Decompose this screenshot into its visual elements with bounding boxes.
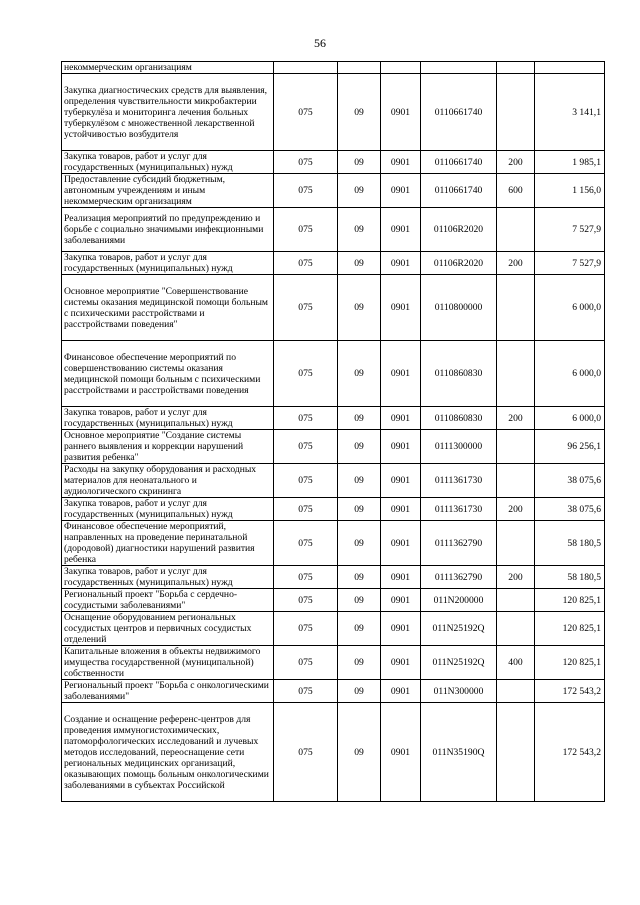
row-name: Оснащение оборудованием региональных сосудистых центров и первичных сосудистых отделений (62, 612, 274, 646)
row-ministry-code: 075 (274, 498, 338, 521)
row-expense-type (497, 703, 535, 802)
row-name: некоммерческим организациям (62, 62, 274, 74)
table-row (62, 151, 605, 174)
table-row (62, 275, 605, 341)
row-target-code: 0110800000 (421, 275, 497, 341)
row-ministry-code: 075 (274, 430, 338, 464)
row-section-code: 09 (338, 589, 381, 612)
row-target-code: 011N300000 (421, 680, 497, 703)
row-expense-type: 600 (497, 174, 535, 208)
row-ministry-code: 075 (274, 589, 338, 612)
row-amount: 7 527,9 (535, 208, 605, 252)
row-amount: 1 985,1 (535, 151, 605, 174)
row-ministry-code: 075 (274, 407, 338, 430)
row-section-code: 09 (338, 612, 381, 646)
table-row (62, 208, 605, 252)
row-subsection-code: 0901 (381, 275, 421, 341)
row-expense-type (497, 275, 535, 341)
row-target-code: 01106R2020 (421, 208, 497, 252)
row-name: Закупка товаров, работ и услуг для государственных (муниципальных) нужд (62, 252, 274, 275)
row-name: Расходы на закупку оборудования и расходных материалов для неонатального и аудиологического скрининга (62, 464, 274, 498)
row-section-code: 09 (338, 275, 381, 341)
row-subsection-code: 0901 (381, 341, 421, 407)
row-target-code: 0111300000 (421, 430, 497, 464)
row-subsection-code: 0901 (381, 151, 421, 174)
row-ministry-code: 075 (274, 464, 338, 498)
row-amount: 120 825,1 (535, 646, 605, 680)
row-amount: 7 527,9 (535, 252, 605, 275)
row-expense-type (497, 589, 535, 612)
table-body (62, 62, 605, 802)
row-name: Региональный проект "Борьба с онкологическими заболеваниями" (62, 680, 274, 703)
budget-table (61, 61, 605, 802)
row-name: Основное мероприятие "Совершенствование системы оказания медицинской помощи больным с психическими расстройствами и расстройствами поведения" (62, 275, 274, 341)
row-target-code: 011N25192Q (421, 612, 497, 646)
row-target-code: 0110661740 (421, 174, 497, 208)
row-expense-type: 200 (497, 407, 535, 430)
row-section-code: 09 (338, 407, 381, 430)
row-amount: 38 075,6 (535, 464, 605, 498)
row-ministry-code (274, 62, 338, 74)
row-expense-type: 400 (497, 646, 535, 680)
row-ministry-code: 075 (274, 252, 338, 275)
row-target-code: 0111361730 (421, 498, 497, 521)
row-ministry-code: 075 (274, 703, 338, 802)
row-target-code: 0111362790 (421, 566, 497, 589)
row-target-code: 011N200000 (421, 589, 497, 612)
row-target-code: 0110860830 (421, 341, 497, 407)
row-ministry-code: 075 (274, 151, 338, 174)
table-row (62, 612, 605, 646)
row-section-code (338, 62, 381, 74)
row-target-code: 0111361730 (421, 464, 497, 498)
row-section-code: 09 (338, 174, 381, 208)
row-target-code: 0110661740 (421, 74, 497, 151)
row-subsection-code: 0901 (381, 612, 421, 646)
row-name: Финансовое обеспечение мероприятий, направленных на проведение перинатальной (дородовой) диагностики нарушений развития ребенка (62, 521, 274, 566)
table-row (62, 174, 605, 208)
row-section-code: 09 (338, 498, 381, 521)
row-target-code: 0110860830 (421, 407, 497, 430)
row-expense-type (497, 74, 535, 151)
table-row (62, 341, 605, 407)
table-row (62, 430, 605, 464)
row-subsection-code: 0901 (381, 74, 421, 151)
row-amount: 6 000,0 (535, 275, 605, 341)
row-ministry-code: 075 (274, 208, 338, 252)
row-ministry-code: 075 (274, 612, 338, 646)
row-subsection-code: 0901 (381, 566, 421, 589)
row-ministry-code: 075 (274, 521, 338, 566)
row-target-code: 011N25192Q (421, 646, 497, 680)
row-ministry-code: 075 (274, 646, 338, 680)
row-amount: 120 825,1 (535, 612, 605, 646)
row-subsection-code: 0901 (381, 646, 421, 680)
row-name: Капитальные вложения в объекты недвижимого имущества государственной (муниципальной) собственности (62, 646, 274, 680)
row-name: Закупка диагностических средств для выявления, определения чувствительности микробактерии туберкулёза и мониторинга лечения больных туберкулёзом с множественной лекарственной устойчивостью возбудителя (62, 74, 274, 151)
row-section-code: 09 (338, 341, 381, 407)
row-section-code: 09 (338, 680, 381, 703)
row-expense-type (497, 521, 535, 566)
row-subsection-code: 0901 (381, 407, 421, 430)
table-row (62, 74, 605, 151)
row-subsection-code: 0901 (381, 521, 421, 566)
row-subsection-code: 0901 (381, 208, 421, 252)
row-ministry-code: 075 (274, 275, 338, 341)
row-amount: 6 000,0 (535, 407, 605, 430)
row-expense-type (497, 430, 535, 464)
row-section-code: 09 (338, 703, 381, 802)
row-target-code: 01106R2020 (421, 252, 497, 275)
row-target-code: 0110661740 (421, 151, 497, 174)
table-row (62, 703, 605, 802)
table-row (62, 521, 605, 566)
table-row (62, 252, 605, 275)
row-expense-type: 200 (497, 151, 535, 174)
row-subsection-code: 0901 (381, 430, 421, 464)
row-expense-type (497, 464, 535, 498)
table-row (62, 407, 605, 430)
table-row (62, 680, 605, 703)
row-target-code: 011N35190Q (421, 703, 497, 802)
row-target-code (421, 62, 497, 74)
row-name: Закупка товаров, работ и услуг для государственных (муниципальных) нужд (62, 151, 274, 174)
row-expense-type (497, 680, 535, 703)
row-subsection-code: 0901 (381, 680, 421, 703)
row-section-code: 09 (338, 521, 381, 566)
row-subsection-code: 0901 (381, 589, 421, 612)
row-name: Закупка товаров, работ и услуг для государственных (муниципальных) нужд (62, 498, 274, 521)
row-name: Закупка товаров, работ и услуг для государственных (муниципальных) нужд (62, 566, 274, 589)
row-amount: 58 180,5 (535, 566, 605, 589)
row-subsection-code: 0901 (381, 174, 421, 208)
row-amount: 172 543,2 (535, 680, 605, 703)
row-amount: 120 825,1 (535, 589, 605, 612)
table-row (62, 498, 605, 521)
row-expense-type: 200 (497, 498, 535, 521)
row-subsection-code: 0901 (381, 498, 421, 521)
row-section-code: 09 (338, 151, 381, 174)
row-amount: 58 180,5 (535, 521, 605, 566)
row-ministry-code: 075 (274, 74, 338, 151)
row-name: Основное мероприятие "Создание системы раннего выявления и коррекции нарушений развития ребенка" (62, 430, 274, 464)
row-name: Региональный проект "Борьба с сердечно-сосудистыми заболеваниями" (62, 589, 274, 612)
row-section-code: 09 (338, 646, 381, 680)
row-target-code: 0111362790 (421, 521, 497, 566)
row-section-code: 09 (338, 566, 381, 589)
row-expense-type: 200 (497, 252, 535, 275)
row-amount: 172 543,2 (535, 703, 605, 802)
row-section-code: 09 (338, 208, 381, 252)
row-ministry-code: 075 (274, 566, 338, 589)
row-subsection-code: 0901 (381, 252, 421, 275)
row-ministry-code: 075 (274, 680, 338, 703)
table-row (62, 646, 605, 680)
row-amount: 6 000,0 (535, 341, 605, 407)
row-subsection-code: 0901 (381, 464, 421, 498)
row-amount: 3 141,1 (535, 74, 605, 151)
row-section-code: 09 (338, 74, 381, 151)
page-number: 56 (314, 36, 326, 50)
row-ministry-code: 075 (274, 341, 338, 407)
row-amount: 38 075,6 (535, 498, 605, 521)
row-section-code: 09 (338, 464, 381, 498)
table-row (62, 62, 605, 74)
row-expense-type: 200 (497, 566, 535, 589)
row-expense-type (497, 208, 535, 252)
row-amount: 1 156,0 (535, 174, 605, 208)
row-ministry-code: 075 (274, 174, 338, 208)
table-row (62, 589, 605, 612)
row-name: Закупка товаров, работ и услуг для государственных (муниципальных) нужд (62, 407, 274, 430)
row-amount (535, 62, 605, 74)
table-row (62, 464, 605, 498)
row-name: Реализация мероприятий по предупреждению и борьбе с социально значимыми инфекционными заболеваниями (62, 208, 274, 252)
row-section-code: 09 (338, 252, 381, 275)
row-amount: 96 256,1 (535, 430, 605, 464)
table-row (62, 566, 605, 589)
row-section-code: 09 (338, 430, 381, 464)
row-subsection-code: 0901 (381, 703, 421, 802)
row-expense-type (497, 62, 535, 74)
row-name: Финансовое обеспечение мероприятий по совершенствованию системы оказания медицинской помощи больным с психическими расстройствами и расстройствами поведения (62, 341, 274, 407)
row-name: Предоставление субсидий бюджетным, автономным учреждениям и иным некоммерческим организациям (62, 174, 274, 208)
row-subsection-code (381, 62, 421, 74)
row-name: Создание и оснащение референс-центров для проведения иммуногистохимических, патоморфологических исследований и лучевых методов исследований, переоснащение сети региональных медицинских организаций, оказывающих помощь больным онкологическими заболеваниями в субъектах Российской (62, 703, 274, 802)
row-expense-type (497, 341, 535, 407)
row-expense-type (497, 612, 535, 646)
